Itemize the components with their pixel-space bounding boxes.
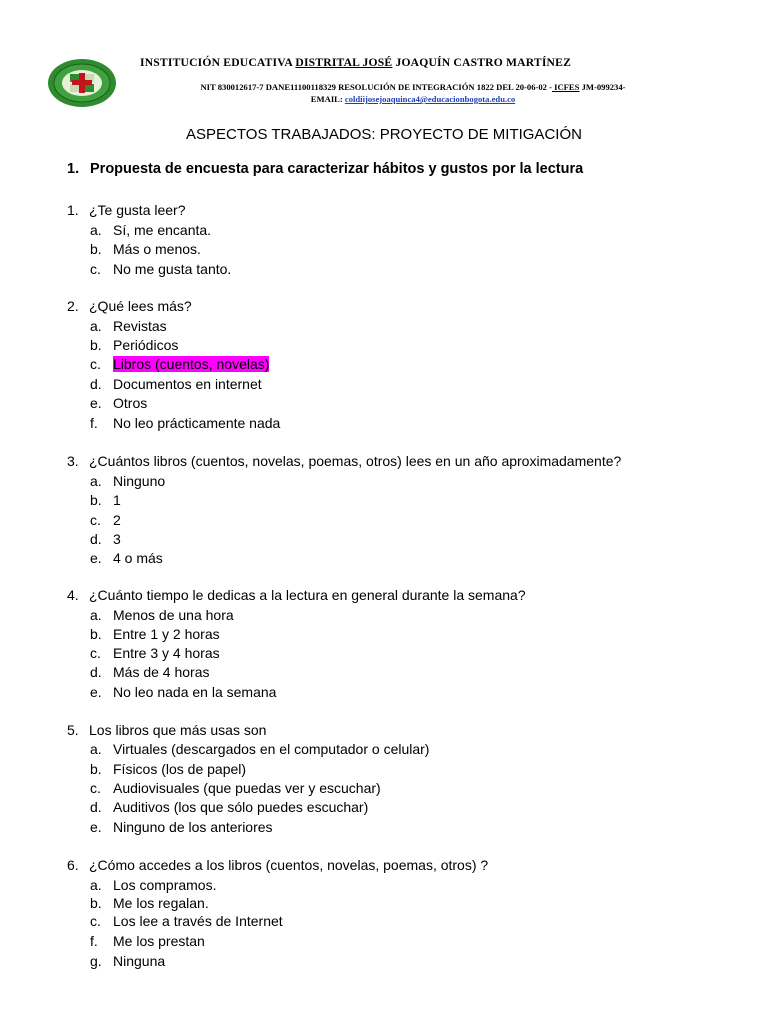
option-letter: b. [90, 492, 102, 508]
option [90, 819, 273, 835]
option-letter: a. [90, 877, 102, 893]
option [90, 222, 211, 238]
option-letter: c. [90, 645, 101, 661]
option-label: Ninguna [113, 953, 166, 969]
option [90, 664, 210, 680]
option [90, 684, 276, 700]
document-title: ASPECTOS TRABAJADOS: PROYECTO DE MITIGACIÓN [186, 126, 582, 143]
option-letter: b. [90, 626, 102, 642]
question-label: ¿Cuántos libros (cuentos, novelas, poemas, otros) lees en un año aproximadamente? [89, 453, 622, 469]
question-number: 6. [67, 857, 79, 873]
option-label: Entre 3 y 4 horas [113, 645, 220, 661]
option-label: Me los prestan [113, 933, 205, 949]
option [90, 241, 201, 257]
question-text [67, 587, 526, 603]
option [90, 780, 381, 796]
option-label: Virtuales (descargados en el computador o celular) [113, 741, 430, 757]
question-text [67, 202, 186, 218]
option-label: Físicos (los de papel) [113, 761, 247, 777]
school-info [133, 81, 693, 105]
info-line-underlined: ICFES [551, 82, 580, 92]
option-letter: b. [90, 895, 102, 911]
option [90, 415, 280, 431]
email-line [133, 93, 693, 105]
option-label: No me gusta tanto. [113, 261, 232, 277]
option-highlighted [90, 356, 269, 372]
email-link[interactable]: coldiijosejoaquinca4@educacionbogota.edu.co [344, 94, 516, 104]
info-line-post: JM-099234- [579, 82, 626, 92]
option-label: Más o menos. [113, 241, 201, 257]
option [90, 531, 121, 547]
option [90, 318, 167, 334]
option-label: 2 [113, 512, 121, 528]
option-letter: b. [90, 241, 102, 257]
option-letter: e. [90, 684, 102, 700]
option [90, 799, 368, 815]
section-title: Propuesta de encuesta para caracterizar hábitos y gustos por la lectura [90, 161, 584, 177]
option-letter: a. [90, 318, 102, 334]
option-label: Ninguno [113, 473, 166, 489]
option-label: Documentos en internet [113, 376, 262, 392]
option-letter: c. [90, 512, 101, 528]
option-label: Sí, me encanta. [113, 222, 212, 238]
option [90, 933, 205, 949]
option-label: Audiovisuales (que puedas ver y escuchar) [113, 780, 381, 796]
option-label: Ninguno de los anteriores [113, 819, 273, 835]
option-label: Menos de una hora [113, 607, 234, 623]
option-letter: c. [90, 913, 101, 929]
option-letter: a. [90, 473, 102, 489]
option-label: 3 [113, 531, 121, 547]
option-label: Otros [113, 395, 148, 411]
option-label: Los compramos. [113, 877, 217, 893]
option [90, 337, 178, 353]
option [90, 550, 163, 566]
option-letter: e. [90, 550, 102, 566]
option-letter: f. [90, 415, 98, 431]
option [90, 953, 165, 969]
option [90, 512, 121, 528]
option-letter: c. [90, 261, 101, 277]
option-letter: c. [90, 356, 101, 372]
option [90, 626, 220, 642]
info-line-pre: NIT 830012617-7 DANE11100118329 RESOLUCIÓN DE INTEGRACIÓN 1822 DEL 20-06-02 - [200, 82, 552, 92]
option-label: Los lee a través de Internet [113, 913, 283, 929]
option-label: Entre 1 y 2 horas [113, 626, 220, 642]
option [90, 492, 121, 508]
option-label: Periódicos [113, 337, 179, 353]
option-label: 4 o más [113, 550, 163, 566]
option [90, 261, 231, 277]
option [90, 761, 246, 777]
option [90, 741, 429, 757]
option [90, 607, 234, 623]
school-name [140, 56, 740, 69]
section-heading [67, 161, 583, 177]
school-name-underlined: DISTRITAL JOSÉ [295, 56, 393, 69]
question-number: 2. [67, 298, 79, 314]
option [90, 877, 216, 893]
option-letter: d. [90, 664, 102, 680]
question-number: 5. [67, 722, 79, 738]
option-label-highlighted: Libros (cuentos, novelas) [113, 356, 270, 372]
option-letter: d. [90, 531, 102, 547]
question-number: 1. [67, 202, 79, 218]
option-letter: b. [90, 337, 102, 353]
option-letter: c. [90, 780, 101, 796]
option [90, 913, 283, 929]
question-label: ¿Cuánto tiempo le dedicas a la lectura en general durante la semana? [89, 587, 526, 603]
option-letter: a. [90, 741, 102, 757]
option [90, 895, 209, 911]
question-number: 4. [67, 587, 79, 603]
option-letter: f. [90, 933, 98, 949]
option-letter: b. [90, 761, 102, 777]
option [90, 645, 220, 661]
school-logo [46, 57, 118, 109]
option [90, 395, 147, 411]
email-label: EMAIL: [310, 94, 345, 104]
option [90, 376, 262, 392]
option-label: No leo prácticamente nada [113, 415, 281, 431]
question-text [67, 453, 621, 469]
option-label: Auditivos (los que sólo puedes escuchar) [113, 799, 369, 815]
question-label: ¿Qué lees más? [89, 298, 192, 314]
question-text [67, 722, 266, 738]
option-letter: a. [90, 607, 102, 623]
option-letter: e. [90, 819, 102, 835]
question-label: ¿Te gusta leer? [89, 202, 186, 218]
option-label: Más de 4 horas [113, 664, 210, 680]
section-number: 1. [67, 161, 80, 177]
option-label: Revistas [113, 318, 167, 334]
question-text [67, 298, 192, 314]
option-label: Me los regalan. [113, 895, 209, 911]
question-text [67, 857, 488, 873]
option-letter: d. [90, 376, 102, 392]
option-letter: d. [90, 799, 102, 815]
option [90, 473, 165, 489]
option-letter: e. [90, 395, 102, 411]
question-label: Los libros que más usas son [89, 722, 267, 738]
option-label: 1 [113, 492, 121, 508]
school-name-post: JOAQUÍN CASTRO MARTÍNEZ [392, 56, 571, 69]
question-number: 3. [67, 453, 79, 469]
option-label: No leo nada en la semana [113, 684, 277, 700]
option-letter: a. [90, 222, 102, 238]
info-line [133, 81, 693, 93]
question-label: ¿Cómo accedes a los libros (cuentos, novelas, poemas, otros) ? [89, 857, 489, 873]
option-letter: g. [90, 953, 102, 969]
school-name-pre: INSTITUCIÓN EDUCATIVA [140, 56, 296, 69]
